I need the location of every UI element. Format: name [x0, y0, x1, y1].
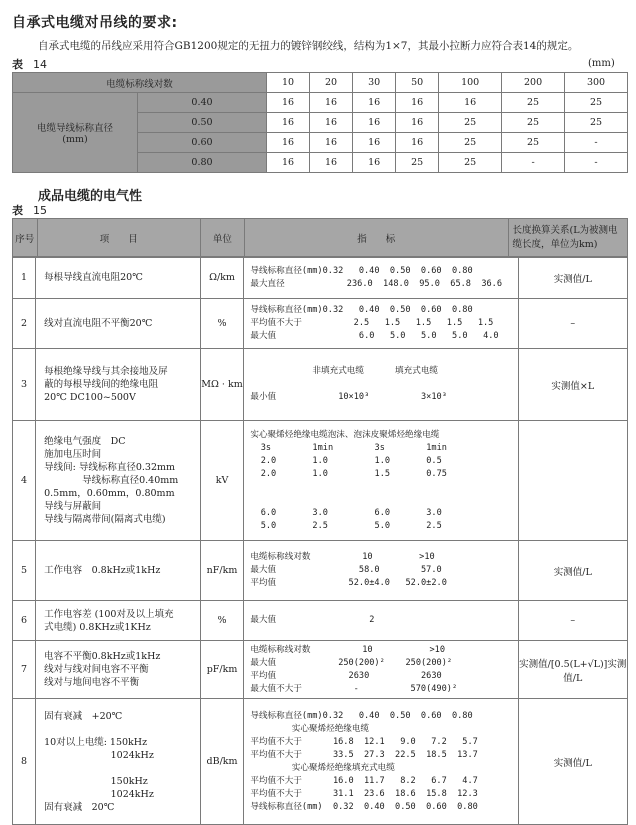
- table15-row-unit: kV: [200, 421, 244, 541]
- table15-item-line: 工作电容差 (100对及以上填充: [44, 608, 174, 620]
- table15-row-unit: %: [200, 601, 244, 641]
- table15-item-line: 每根导线直流电阻20℃: [44, 272, 143, 283]
- table14-cell: 25: [439, 133, 502, 153]
- table14-row-group-name: 电缆导线标称直径: [36, 123, 113, 134]
- table15-row-unit: %: [200, 299, 244, 349]
- table15-item-line: [44, 762, 200, 775]
- table15-indicator-line: 最小值 10×10³ 3×10³: [250, 392, 447, 402]
- table14-cell: 16: [310, 153, 353, 173]
- table15-row-indicator: [244, 699, 518, 825]
- table15-row-item: [36, 601, 201, 641]
- table15-item-line: 绝缘电气强度 DC: [44, 436, 126, 447]
- table14-cell: 16: [310, 113, 353, 133]
- table15-indicator-line: 5.0 2.5 5.0 2.5: [250, 520, 442, 531]
- table14-number: 14: [33, 58, 47, 71]
- table15-row: [13, 349, 628, 421]
- table14-cell: 25: [502, 93, 565, 113]
- table15-indicator-line: 最大值 58.0 57.0: [250, 565, 442, 575]
- table15-row-conversion: 实测值/L: [518, 699, 627, 825]
- table15-indicator-line: [250, 494, 517, 507]
- table14-cell: 16: [353, 93, 396, 113]
- table15-row-indicator: [244, 541, 518, 601]
- table15-electrical-performance: [12, 218, 628, 258]
- table15-header-unit: 单位: [200, 219, 244, 258]
- table14-pairs-col: 10: [267, 73, 310, 93]
- table15-row-indicator: [244, 421, 518, 541]
- table15-indicator-line: 导线标称直径(mm)0.32 0.40 0.50 0.60 0.80: [250, 710, 473, 721]
- table14-pairs-col: 20: [310, 73, 353, 93]
- table15-item-line: 1024kHz: [44, 749, 154, 761]
- table15-row-item: [36, 257, 201, 299]
- table14-row-group-label: [13, 93, 138, 173]
- table15-row-unit: nF/km: [200, 541, 244, 601]
- table15-header-item: 项 目: [37, 219, 200, 258]
- table15-row-item: [36, 349, 201, 421]
- section-title-messenger-wire: 自承式电缆对吊线的要求:: [12, 15, 178, 31]
- table15-label: [12, 202, 47, 218]
- table15-row-no: 1: [13, 257, 36, 299]
- table15-row-item: [36, 699, 201, 825]
- table15-item-line: 150kHz: [44, 775, 148, 787]
- table14-cell: 25: [565, 113, 628, 133]
- table15-indicator-line: 最大值 6.0 5.0 5.0 5.0 4.0: [250, 331, 499, 341]
- table15-header-conversion: 长度换算关系(L为被测电缆长度，单位为km): [508, 219, 628, 258]
- table14-cell: 16: [267, 113, 310, 133]
- table14-header-label: 电缆标称线对数: [13, 73, 267, 93]
- table15-row-no: 8: [13, 699, 36, 825]
- table15-item-line: 导线与隔离带间(隔离式电缆): [44, 514, 166, 525]
- table14-cell: 16: [439, 93, 502, 113]
- table15-row-item: [36, 299, 201, 349]
- table15-row: [13, 699, 628, 825]
- table15-indicator-line: 实心聚烯烃绝缘填充式电缆: [250, 762, 395, 773]
- table15-indicator-line: 平均值 2630 2630: [250, 670, 442, 681]
- table14-pairs-col: 300: [565, 73, 628, 93]
- table15-indicator-line: 最大直径 236.0 148.0 95.0 65.8 36.6: [250, 278, 503, 289]
- table15-row: [13, 299, 628, 349]
- table15-indicator-line: 导线标称直径(mm) 0.32 0.40 0.50 0.60 0.80: [250, 801, 478, 812]
- table14-cell: -: [502, 153, 565, 173]
- table15-item-line: 线对直流电阻不平衡20℃: [44, 318, 153, 329]
- table15-indicator-line: 6.0 3.0 6.0 3.0: [250, 507, 442, 518]
- table14-cell: -: [565, 133, 628, 153]
- table14-diameter: 0.50: [138, 113, 267, 133]
- table15-row-indicator: [244, 257, 518, 299]
- table14-min-breaking-force: [12, 72, 628, 173]
- table15-indicator-line: 平均值不大于 16.8 12.1 9.0 7.2 5.7: [250, 736, 478, 747]
- table14-cell: 16: [396, 113, 439, 133]
- table15-row-conversion: [518, 421, 627, 541]
- table15-indicator-line: [250, 378, 517, 391]
- table15-indicator-line: 平均值不大于 2.5 1.5 1.5 1.5 1.5: [250, 318, 494, 328]
- table14-cell: 25: [396, 153, 439, 173]
- table15-row-unit: Ω/km: [200, 257, 244, 299]
- messenger-wire-paragraph: 自承式电缆的吊线应采用符合GB1200规定的无扭力的镀锌钢绞线，结构为1×7，其最小拉断力应符合表14的规定。: [38, 40, 579, 52]
- table14-diameter: 0.80: [138, 153, 267, 173]
- table15-item-line: 蔽的每根导线间的绝缘电阻: [44, 379, 159, 390]
- table14-pairs-col: 100: [439, 73, 502, 93]
- table15-item-line: 固有衰减 20℃: [44, 801, 115, 813]
- table15-indicator-line: 最大值不大于 - 570(490)²: [250, 683, 458, 694]
- table14-cell: 16: [310, 133, 353, 153]
- table15-row: [13, 601, 628, 641]
- table14-cell: 25: [439, 153, 502, 173]
- table15-indicator-line: 最大值 2: [250, 615, 375, 625]
- table14-cell: 25: [439, 113, 502, 133]
- table15-item-line: 式电缆) 0.8KHz或1KHz: [44, 621, 151, 633]
- table15-row-conversion: 实测值/L: [518, 257, 627, 299]
- table15-indicator-line: 实心聚烯烃绝缘电缆泡沫、泡沫皮聚烯烃绝缘电缆: [250, 429, 440, 440]
- table15-row-conversion: 实测值/L: [518, 541, 627, 601]
- table15-item-line: 导线标称直径0.40mm: [44, 475, 179, 486]
- table15-row-no: 5: [13, 541, 36, 601]
- table15-item-line: 固有衰减 +20℃: [44, 710, 123, 722]
- table14-row-group-unit: (mm): [62, 134, 88, 145]
- table15-row-no: 6: [13, 601, 36, 641]
- table15-indicator-line: 平均值不大于 33.5 27.3 22.5 18.5 13.7: [250, 749, 478, 760]
- table15-row-indicator: [244, 641, 518, 699]
- table14-label: [12, 56, 47, 72]
- table14-diameter: 0.60: [138, 133, 267, 153]
- table14-cell: 25: [502, 133, 565, 153]
- table15-item-line: 每根绝缘导线与其余接地及屏: [44, 366, 168, 377]
- table15-body: [12, 256, 628, 825]
- table15-row-indicator: [244, 601, 518, 641]
- table14-cell: 16: [396, 133, 439, 153]
- table15-row-conversion: –: [518, 601, 627, 641]
- table15-label-prefix: 表: [12, 204, 23, 217]
- table15-indicator-line: [250, 481, 517, 494]
- table15-item-line: 电容不平衡0.8kHz或1kHz: [44, 651, 161, 662]
- table15-item-line: 0.5mm，0.60mm，0.80mm: [44, 488, 175, 499]
- table14-cell: 16: [353, 113, 396, 133]
- table15-row-unit: MΩ · km: [200, 349, 244, 421]
- table15-row-conversion: 实测值×L: [518, 349, 627, 421]
- table15-item-line: 1024kHz: [44, 788, 154, 800]
- table14-cell: 16: [267, 93, 310, 113]
- table14-cell: 25: [502, 113, 565, 133]
- table15-row-no: 3: [13, 349, 36, 421]
- table14-pairs-col: 200: [502, 73, 565, 93]
- table15-row-unit: pF/km: [200, 641, 244, 699]
- table15-number: 15: [33, 204, 47, 217]
- table14-cell: -: [565, 153, 628, 173]
- table14-unit: (mm): [588, 58, 615, 69]
- table15-indicator-line: 非填充式电缆 填充式电缆: [250, 366, 439, 376]
- table15-indicator-line: 最大值 250(200)² 250(200)²: [250, 657, 453, 668]
- table15-item-line: 线对与地间电容不平衡: [44, 677, 140, 688]
- table15-row: [13, 641, 628, 699]
- table15-row-no: 4: [13, 421, 36, 541]
- table14-cell: 25: [565, 93, 628, 113]
- table15-row-no: 2: [13, 299, 36, 349]
- table14-cell: 16: [310, 93, 353, 113]
- table15-row-item: [36, 541, 201, 601]
- table15-item-line: 导线与屏蔽间: [44, 501, 102, 512]
- table15-indicator-line: 2.0 1.0 1.0 0.5: [250, 455, 442, 466]
- table15-row-conversion: 实测值/[0.5(L+√L)]实测值/L: [518, 641, 627, 699]
- table15-row-indicator: [244, 349, 518, 421]
- table15-item-line: 线对与线对间电容不平衡: [44, 664, 149, 675]
- table15-item-line: 导线间: 导线标称直径0.32mm: [44, 462, 175, 473]
- table15-indicator-line: 平均值 52.0±4.0 52.0±2.0: [250, 578, 447, 588]
- table15-indicator-line: 电缆标称线对数 10 >10: [250, 644, 446, 655]
- table15-item-line: 20℃ DC100~500V: [44, 392, 136, 403]
- table15-header-no: 序号: [13, 219, 38, 258]
- table15-indicator-line: 实心聚烯烃绝缘电缆: [250, 723, 370, 734]
- table15-row: [13, 257, 628, 299]
- table15-row-unit: dB/km: [200, 699, 244, 825]
- table15-header-indicator: 指 标: [244, 219, 508, 258]
- table15-item-line: 施加电压时间: [44, 449, 102, 460]
- table14-cell: 16: [267, 133, 310, 153]
- table15-row-indicator: [244, 299, 518, 349]
- table15-indicator-line: 平均值不大于 31.1 23.6 18.6 15.8 12.3: [250, 788, 478, 799]
- table15-item-line: 工作电容 0.8kHz或1kHz: [44, 565, 161, 576]
- table14-cell: 16: [353, 153, 396, 173]
- table15-indicator-line: 2.0 1.0 1.5 0.75: [250, 468, 447, 479]
- table14-diameter: 0.40: [138, 93, 267, 113]
- table15-indicator-line: 导线标称直径(mm)0.32 0.40 0.50 0.60 0.80: [250, 305, 473, 315]
- table15-item-line: [44, 723, 200, 736]
- table14-cell: 16: [353, 133, 396, 153]
- table14-cell: 16: [267, 153, 310, 173]
- table15-row-item: [36, 641, 201, 699]
- table15-indicator-line: 导线标称直径(mm)0.32 0.40 0.50 0.60 0.80: [250, 265, 473, 276]
- table15-indicator-line: 平均值不大于 16.0 11.7 8.2 6.7 4.7: [250, 775, 478, 786]
- table15-indicator-line: 3s 1min 3s 1min: [250, 442, 447, 453]
- table15-row-conversion: –: [518, 299, 627, 349]
- table15-row: [13, 541, 628, 601]
- table15-row-item: [36, 421, 201, 541]
- table14-label-prefix: 表: [12, 58, 23, 71]
- table14-cell: 16: [396, 93, 439, 113]
- table14-pairs-col: 50: [396, 73, 439, 93]
- table15-row: [13, 421, 628, 541]
- table15-item-line: 10对以上电缆: 150kHz: [44, 736, 148, 748]
- table15-indicator-line: 电缆标称线对数 10 >10: [250, 552, 435, 562]
- table14-pairs-col: 30: [353, 73, 396, 93]
- table15-row-no: 7: [13, 641, 36, 699]
- section-title-electrical-performance: 成品电缆的电气性: [38, 189, 143, 204]
